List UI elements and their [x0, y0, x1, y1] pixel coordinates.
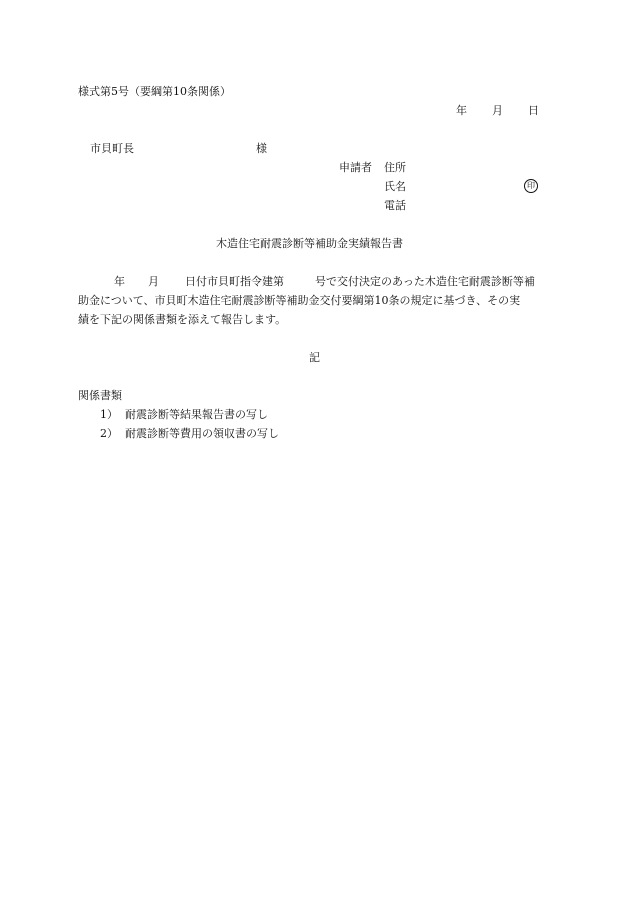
list-item-number: 2）: [100, 427, 118, 440]
body-line2: 助金について、市貝町木造住宅耐震診断等補助金交付要綱第10条の規定に基づき、その実: [78, 294, 521, 307]
body-line1-rest: 号で交付決定のあった木造住宅耐震診断等補: [315, 275, 535, 288]
document-title: 木造住宅耐震診断等補助金実績報告書: [216, 237, 403, 250]
applicant-label: 申請者: [339, 161, 372, 174]
date-day-label: 日: [528, 104, 539, 117]
addressee-honorific: 様: [256, 142, 267, 155]
documents-heading: 関係書類: [78, 389, 122, 402]
addressee-name: 市貝町長: [90, 142, 134, 155]
list-item-text: 耐震診断等結果報告書の写し: [125, 408, 268, 421]
date-year-label: 年: [456, 104, 467, 117]
date-month-label: 月: [492, 104, 503, 117]
seal-mark: 印: [524, 179, 538, 193]
body-reference: 日付市貝町指令建第: [185, 275, 284, 288]
phone-label: 電話: [384, 199, 406, 212]
body-line3: 績を下記の関係書類を添えて報告します。: [78, 313, 287, 326]
body-year-label: 年: [114, 275, 125, 288]
body-month-label: 月: [148, 275, 159, 288]
address-label: 住所: [384, 161, 406, 174]
name-label: 氏名: [384, 180, 406, 193]
list-item-number: 1）: [100, 408, 118, 421]
ki-heading: 記: [309, 351, 320, 364]
form-number: 様式第5号（要綱第10条関係）: [78, 85, 231, 98]
list-item-text: 耐震診断等費用の領収書の写し: [125, 427, 279, 440]
